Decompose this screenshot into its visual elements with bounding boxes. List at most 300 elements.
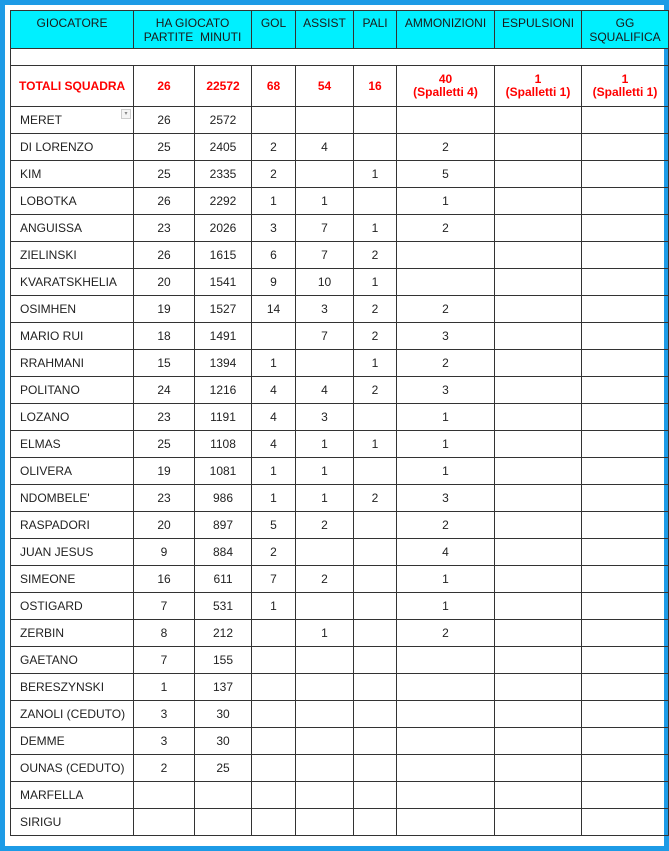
cell-squalifica[interactable]: [582, 350, 669, 377]
cell-minuti[interactable]: [195, 404, 252, 431]
table-row: [11, 485, 669, 512]
cell-name[interactable]: [11, 134, 134, 161]
cell-assist[interactable]: [296, 188, 354, 215]
cell-gol[interactable]: [252, 512, 296, 539]
cell-gol[interactable]: [252, 431, 296, 458]
cell-gol[interactable]: [252, 269, 296, 296]
cell-squalifica[interactable]: [582, 188, 669, 215]
cell-espulsioni[interactable]: [495, 458, 582, 485]
cell-pali[interactable]: [354, 674, 397, 701]
cell-gol[interactable]: [252, 701, 296, 728]
cell-pali[interactable]: [354, 215, 397, 242]
cell-espulsioni[interactable]: [495, 701, 582, 728]
header-gol[interactable]: GOL: [252, 11, 296, 49]
cell-ammonizioni[interactable]: [397, 782, 495, 809]
cell-ammonizioni[interactable]: [397, 269, 495, 296]
cell-partite[interactable]: [134, 215, 195, 242]
totals-pali[interactable]: 16: [354, 66, 397, 107]
cell-pali[interactable]: [354, 242, 397, 269]
cell-pali-value: 1: [371, 356, 379, 370]
cell-gol[interactable]: [252, 809, 296, 836]
cell-ammonizioni[interactable]: [397, 296, 495, 323]
cell-partite[interactable]: [134, 323, 195, 350]
cell-gol[interactable]: [252, 188, 296, 215]
cell-name[interactable]: [11, 512, 134, 539]
cell-gol[interactable]: [252, 107, 296, 134]
cell-gol[interactable]: [252, 782, 296, 809]
cell-minuti-value: 611: [213, 572, 233, 586]
cell-minuti[interactable]: [195, 512, 252, 539]
cell-ammonizioni[interactable]: [397, 431, 495, 458]
totals-ammonizioni[interactable]: [397, 66, 495, 107]
cell-partite[interactable]: [134, 188, 195, 215]
cell-espulsioni[interactable]: [495, 215, 582, 242]
cell-pali[interactable]: [354, 728, 397, 755]
cell-ammonizioni[interactable]: [397, 134, 495, 161]
cell-name[interactable]: [11, 404, 134, 431]
cell-name[interactable]: [11, 107, 134, 134]
cell-partite[interactable]: [134, 350, 195, 377]
cell-assist-value: 3: [321, 302, 328, 316]
cell-squalifica[interactable]: [582, 647, 669, 674]
cell-name[interactable]: [11, 242, 134, 269]
cell-ammonizioni[interactable]: [397, 809, 495, 836]
header-gg-squalifica[interactable]: [582, 11, 669, 49]
cell-pali[interactable]: [354, 755, 397, 782]
cell-squalifica[interactable]: [582, 458, 669, 485]
cell-assist[interactable]: [296, 674, 354, 701]
cell-assist[interactable]: [296, 647, 354, 674]
cell-gol[interactable]: [252, 323, 296, 350]
cell-assist[interactable]: [296, 620, 354, 647]
cell-gol[interactable]: [252, 458, 296, 485]
player-rows: [11, 107, 669, 836]
cell-name[interactable]: [11, 728, 134, 755]
cell-espulsioni[interactable]: [495, 296, 582, 323]
cell-partite-value: 23: [157, 221, 171, 235]
header-assist[interactable]: ASSIST: [296, 11, 354, 49]
cell-pali-value: 2: [371, 302, 379, 316]
cell-partite[interactable]: [134, 161, 195, 188]
cell-assist[interactable]: [296, 728, 354, 755]
cell-partite-value: 19: [157, 464, 171, 478]
cell-ammonizioni[interactable]: [397, 485, 495, 512]
cell-ammonizioni[interactable]: [397, 728, 495, 755]
cell-espulsioni[interactable]: [495, 161, 582, 188]
cell-name[interactable]: [11, 161, 134, 188]
cell-ammonizioni[interactable]: [397, 404, 495, 431]
table-row: [11, 674, 669, 701]
cell-espulsioni[interactable]: [495, 350, 582, 377]
totals-assist[interactable]: 54: [296, 66, 354, 107]
cell-gol[interactable]: [252, 593, 296, 620]
cell-squalifica[interactable]: [582, 674, 669, 701]
cell-assist[interactable]: [296, 485, 354, 512]
spacer-cell[interactable]: [11, 49, 669, 66]
cell-espulsioni[interactable]: [495, 593, 582, 620]
cell-pali[interactable]: [354, 107, 397, 134]
cell-partite[interactable]: [134, 593, 195, 620]
cell-partite-value: 25: [157, 437, 171, 451]
cell-assist[interactable]: [296, 755, 354, 782]
cell-espulsioni[interactable]: [495, 782, 582, 809]
cell-name-value: LOZANO: [20, 410, 70, 424]
header-squalifica: SQUALIFICA: [589, 30, 661, 44]
cell-ammonizioni[interactable]: [397, 620, 495, 647]
cell-partite[interactable]: [134, 728, 195, 755]
cell-pali[interactable]: [354, 296, 397, 323]
cell-squalifica[interactable]: [582, 782, 669, 809]
cell-squalifica[interactable]: [582, 161, 669, 188]
header-ammonizioni[interactable]: AMMONIZIONI: [397, 11, 495, 49]
cell-espulsioni[interactable]: [495, 485, 582, 512]
cell-minuti[interactable]: [195, 296, 252, 323]
cell-ammonizioni[interactable]: [397, 458, 495, 485]
header-ha-giocato[interactable]: [134, 11, 252, 49]
cell-name[interactable]: [11, 620, 134, 647]
header-espulsioni[interactable]: ESPULSIONI: [495, 11, 582, 49]
cell-gol[interactable]: [252, 539, 296, 566]
cell-gol[interactable]: [252, 485, 296, 512]
cell-pali[interactable]: [354, 323, 397, 350]
cell-pali[interactable]: [354, 512, 397, 539]
cell-pali[interactable]: [354, 404, 397, 431]
table-row: [11, 620, 669, 647]
cell-ammonizioni-value: 2: [442, 626, 449, 640]
cell-gol[interactable]: [252, 404, 296, 431]
cell-squalifica[interactable]: [582, 377, 669, 404]
cell-gol[interactable]: [252, 134, 296, 161]
cell-squalifica[interactable]: [582, 296, 669, 323]
cell-squalifica[interactable]: [582, 701, 669, 728]
cell-ammonizioni[interactable]: [397, 593, 495, 620]
cell-ammonizioni[interactable]: [397, 512, 495, 539]
cell-assist[interactable]: [296, 215, 354, 242]
cell-name[interactable]: [11, 350, 134, 377]
cell-partite[interactable]: [134, 485, 195, 512]
cell-ammonizioni[interactable]: [397, 566, 495, 593]
cell-ammonizioni[interactable]: [397, 539, 495, 566]
cell-espulsioni[interactable]: [495, 512, 582, 539]
cell-pali[interactable]: [354, 593, 397, 620]
header-ha-giocato-label: HA GIOCATO: [155, 16, 230, 30]
cell-minuti[interactable]: [195, 647, 252, 674]
cell-espulsioni[interactable]: [495, 188, 582, 215]
cell-espulsioni[interactable]: [495, 431, 582, 458]
cell-name-value: OLIVERA: [20, 464, 73, 478]
cell-minuti[interactable]: [195, 215, 252, 242]
cell-assist[interactable]: [296, 161, 354, 188]
cell-minuti[interactable]: [195, 161, 252, 188]
cell-minuti[interactable]: [195, 593, 252, 620]
cell-squalifica[interactable]: [582, 593, 669, 620]
cell-ammonizioni[interactable]: [397, 674, 495, 701]
cell-squalifica[interactable]: [582, 620, 669, 647]
cell-assist[interactable]: [296, 701, 354, 728]
cell-minuti-value: 30: [216, 734, 230, 748]
cell-minuti[interactable]: [195, 485, 252, 512]
cell-squalifica[interactable]: [582, 134, 669, 161]
cell-squalifica[interactable]: [582, 269, 669, 296]
cell-name[interactable]: [11, 593, 134, 620]
cell-partite[interactable]: [134, 674, 195, 701]
cell-name[interactable]: [11, 755, 134, 782]
cell-squalifica[interactable]: [582, 512, 669, 539]
cell-minuti-value: 884: [212, 545, 234, 559]
cell-minuti[interactable]: [195, 134, 252, 161]
cell-squalifica[interactable]: [582, 809, 669, 836]
cell-name[interactable]: [11, 269, 134, 296]
cell-ammonizioni[interactable]: [397, 701, 495, 728]
cell-squalifica[interactable]: [582, 431, 669, 458]
cell-gol[interactable]: [252, 674, 296, 701]
cell-squalifica[interactable]: [582, 755, 669, 782]
cell-partite[interactable]: [134, 620, 195, 647]
cell-ammonizioni[interactable]: [397, 647, 495, 674]
cell-pali[interactable]: [354, 485, 397, 512]
cell-gol[interactable]: [252, 215, 296, 242]
cell-pali[interactable]: [354, 647, 397, 674]
header-pali[interactable]: PALI: [354, 11, 397, 49]
cell-partite[interactable]: [134, 782, 195, 809]
cell-gol[interactable]: [252, 350, 296, 377]
cell-minuti[interactable]: [195, 701, 252, 728]
cell-ammonizioni[interactable]: [397, 107, 495, 134]
cell-ammonizioni[interactable]: [397, 350, 495, 377]
cell-name[interactable]: [11, 188, 134, 215]
cell-pali[interactable]: [354, 782, 397, 809]
table-row: [11, 701, 669, 728]
cell-espulsioni[interactable]: [495, 674, 582, 701]
cell-gol[interactable]: [252, 620, 296, 647]
cell-partite[interactable]: [134, 512, 195, 539]
cell-assist[interactable]: [296, 512, 354, 539]
cell-name-value: RRAHMANI: [20, 356, 85, 370]
cell-minuti[interactable]: [195, 539, 252, 566]
cell-espulsioni[interactable]: [495, 647, 582, 674]
cell-pali[interactable]: [354, 188, 397, 215]
cell-espulsioni[interactable]: [495, 809, 582, 836]
cell-minuti[interactable]: [195, 755, 252, 782]
cell-assist-value: 2: [321, 572, 328, 586]
cell-gol[interactable]: [252, 647, 296, 674]
cell-pali[interactable]: [354, 431, 397, 458]
cell-name[interactable]: [11, 215, 134, 242]
cell-partite[interactable]: [134, 431, 195, 458]
cell-squalifica[interactable]: [582, 728, 669, 755]
cell-espulsioni[interactable]: [495, 539, 582, 566]
cell-name[interactable]: [11, 539, 134, 566]
cell-minuti[interactable]: [195, 377, 252, 404]
cell-partite[interactable]: [134, 377, 195, 404]
cell-assist[interactable]: [296, 242, 354, 269]
cell-espulsioni[interactable]: [495, 134, 582, 161]
cell-minuti[interactable]: [195, 350, 252, 377]
cell-name[interactable]: [11, 647, 134, 674]
cell-assist-value: 1: [321, 437, 328, 451]
cell-ammonizioni[interactable]: [397, 755, 495, 782]
cell-espulsioni[interactable]: [495, 728, 582, 755]
cell-gol[interactable]: [252, 377, 296, 404]
cell-partite[interactable]: [134, 539, 195, 566]
cell-partite[interactable]: [134, 134, 195, 161]
cell-pali[interactable]: [354, 269, 397, 296]
cell-minuti[interactable]: [195, 809, 252, 836]
cell-ammonizioni[interactable]: [397, 242, 495, 269]
cell-minuti[interactable]: [195, 782, 252, 809]
cell-name[interactable]: [11, 296, 134, 323]
cell-name[interactable]: [11, 485, 134, 512]
cell-ammonizioni-value: 3: [442, 329, 449, 343]
cell-gol[interactable]: [252, 296, 296, 323]
cell-pali[interactable]: [354, 161, 397, 188]
table-row: [11, 377, 669, 404]
cell-ammonizioni[interactable]: [397, 323, 495, 350]
cell-pali[interactable]: [354, 134, 397, 161]
cell-squalifica[interactable]: [582, 485, 669, 512]
cell-minuti[interactable]: [195, 728, 252, 755]
cell-partite[interactable]: [134, 269, 195, 296]
cell-partite[interactable]: [134, 404, 195, 431]
cell-assist[interactable]: [296, 134, 354, 161]
cell-espulsioni[interactable]: [495, 566, 582, 593]
cell-espulsioni[interactable]: [495, 242, 582, 269]
cell-gol[interactable]: [252, 242, 296, 269]
cell-name[interactable]: [11, 377, 134, 404]
cell-partite[interactable]: [134, 242, 195, 269]
cell-squalifica[interactable]: [582, 107, 669, 134]
table-row: [11, 296, 669, 323]
totals-gol[interactable]: 68: [252, 66, 296, 107]
cell-minuti-value: 1394: [209, 356, 237, 370]
cell-espulsioni[interactable]: [495, 377, 582, 404]
cell-gol-value: 7: [270, 572, 277, 586]
cell-espulsioni[interactable]: [495, 323, 582, 350]
table-row: [11, 134, 669, 161]
cell-assist[interactable]: [296, 431, 354, 458]
cell-espulsioni[interactable]: [495, 620, 582, 647]
cell-assist[interactable]: [296, 404, 354, 431]
cell-squalifica[interactable]: [582, 566, 669, 593]
cell-ammonizioni[interactable]: [397, 377, 495, 404]
cell-name[interactable]: [11, 701, 134, 728]
totals-espulsioni[interactable]: [495, 66, 582, 107]
cell-minuti[interactable]: [195, 188, 252, 215]
cell-name[interactable]: [11, 809, 134, 836]
cell-squalifica[interactable]: [582, 404, 669, 431]
cell-pali[interactable]: [354, 377, 397, 404]
cell-ammonizioni[interactable]: [397, 188, 495, 215]
cell-minuti[interactable]: [195, 431, 252, 458]
cell-name-value: DEMME: [20, 734, 65, 748]
filter-dropdown-icon[interactable]: ▾: [121, 109, 131, 119]
cell-partite[interactable]: [134, 296, 195, 323]
cell-assist[interactable]: [296, 296, 354, 323]
cell-minuti[interactable]: [195, 242, 252, 269]
cell-pali[interactable]: [354, 701, 397, 728]
cell-squalifica[interactable]: [582, 215, 669, 242]
cell-assist[interactable]: [296, 566, 354, 593]
cell-minuti[interactable]: [195, 323, 252, 350]
table-row: [11, 566, 669, 593]
cell-ammonizioni-value: 2: [442, 518, 449, 532]
cell-ammonizioni-value: 1: [442, 410, 449, 424]
cell-espulsioni[interactable]: [495, 755, 582, 782]
cell-minuti-value: 2572: [209, 113, 237, 127]
cell-partite-value: 18: [157, 329, 171, 343]
cell-gol[interactable]: [252, 161, 296, 188]
cell-partite[interactable]: [134, 458, 195, 485]
cell-assist[interactable]: [296, 539, 354, 566]
cell-assist[interactable]: [296, 377, 354, 404]
cell-gol[interactable]: [252, 566, 296, 593]
cell-assist-value: 7: [321, 329, 328, 343]
cell-ammonizioni[interactable]: [397, 161, 495, 188]
cell-minuti[interactable]: [195, 269, 252, 296]
cell-name[interactable]: [11, 431, 134, 458]
cell-partite[interactable]: [134, 755, 195, 782]
totals-squalifica[interactable]: [582, 66, 669, 107]
cell-name-value: MARFELLA: [20, 788, 84, 802]
cell-assist[interactable]: [296, 269, 354, 296]
cell-partite[interactable]: [134, 701, 195, 728]
cell-minuti[interactable]: [195, 620, 252, 647]
totals-label[interactable]: TOTALI SQUADRA: [11, 66, 134, 107]
cell-assist[interactable]: [296, 107, 354, 134]
cell-name[interactable]: [11, 782, 134, 809]
cell-minuti[interactable]: [195, 458, 252, 485]
cell-partite[interactable]: [134, 809, 195, 836]
totals-partite[interactable]: 26: [134, 66, 195, 107]
cell-pali[interactable]: [354, 566, 397, 593]
cell-partite[interactable]: [134, 647, 195, 674]
cell-assist[interactable]: [296, 458, 354, 485]
cell-minuti[interactable]: [195, 107, 252, 134]
cell-gol-value: 4: [270, 437, 277, 451]
cell-assist[interactable]: [296, 593, 354, 620]
cell-pali[interactable]: [354, 809, 397, 836]
cell-name[interactable]: [11, 458, 134, 485]
cell-gol[interactable]: [252, 755, 296, 782]
cell-pali[interactable]: [354, 539, 397, 566]
cell-squalifica[interactable]: [582, 539, 669, 566]
cell-assist[interactable]: [296, 350, 354, 377]
cell-name[interactable]: [11, 323, 134, 350]
cell-assist[interactable]: [296, 782, 354, 809]
cell-partite-value: 20: [157, 518, 171, 532]
cell-pali[interactable]: [354, 350, 397, 377]
cell-espulsioni[interactable]: [495, 107, 582, 134]
cell-espulsioni[interactable]: [495, 404, 582, 431]
cell-name[interactable]: [11, 566, 134, 593]
cell-assist[interactable]: [296, 323, 354, 350]
cell-squalifica[interactable]: [582, 242, 669, 269]
cell-name[interactable]: [11, 674, 134, 701]
totals-minuti[interactable]: 22572: [195, 66, 252, 107]
cell-minuti[interactable]: [195, 566, 252, 593]
cell-pali[interactable]: [354, 620, 397, 647]
cell-gol[interactable]: [252, 728, 296, 755]
cell-assist[interactable]: [296, 809, 354, 836]
cell-minuti[interactable]: [195, 674, 252, 701]
cell-pali[interactable]: [354, 458, 397, 485]
cell-partite[interactable]: [134, 566, 195, 593]
header-giocatore[interactable]: GIOCATORE: [11, 11, 134, 49]
cell-espulsioni[interactable]: [495, 269, 582, 296]
cell-ammonizioni[interactable]: [397, 215, 495, 242]
cell-squalifica[interactable]: [582, 323, 669, 350]
cell-partite[interactable]: [134, 107, 195, 134]
